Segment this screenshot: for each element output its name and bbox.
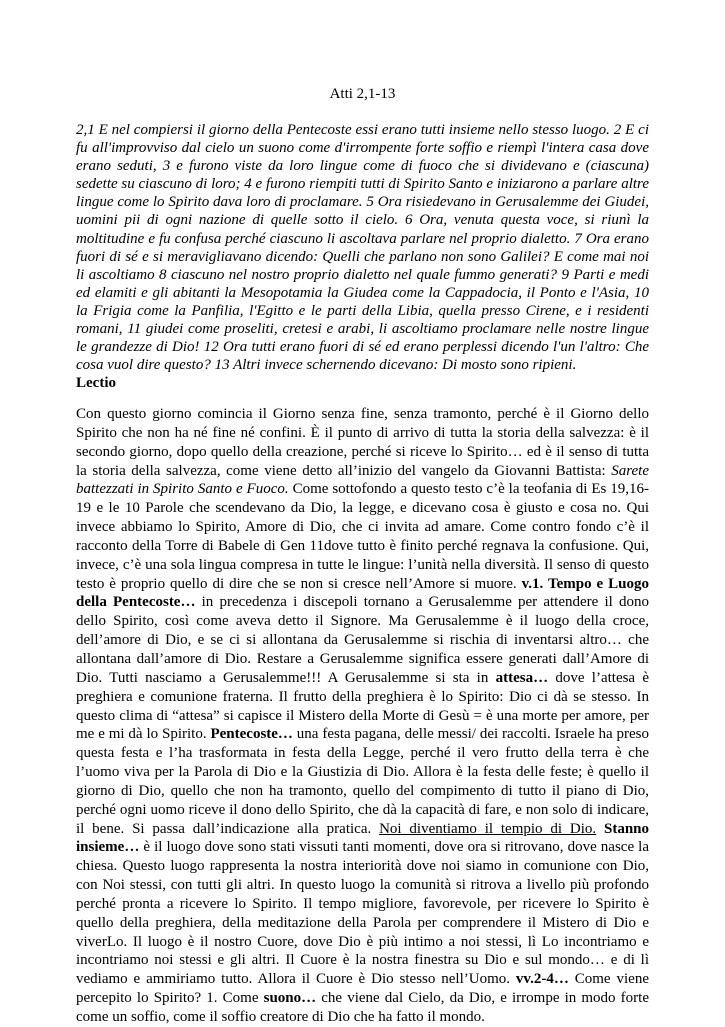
page-title: Atti 2,1-13 [329, 86, 396, 102]
lectio-section-marker: vv.2-4… [515, 971, 569, 988]
lectio-text: è il luogo dove sono stati vissuti tanti momenti, dove ora si ritrovano, dove nasce la chiesa. Questo luogo rappresenta la nostra interiorità dove noi siamo in comunione con Dio, con Noi stessi, con tutti gli altri. In questo luogo la comunità si ritrova a livello più profondo perché pronta a ricevere lo Spirito. Il tempo migliore, favorevole, per ricevere lo Spirito è quello della preghiera, della meditazione della Parola per comprendere il Mistero di Dio e viverLo. Il luogo è il nostro Cuore, dove Dio è più intimo a noi stessi, lì Lo incontriamo e incontriamo noi stessi e gli altri. Il Cuore è la nostra finestra su Dio e sul mondo… e di lì vediamo e ammiriamo tutto. Allora il Cuore è Dio stesso nell’Uomo. [76, 839, 649, 988]
lectio-keyword: Pentecoste… [210, 726, 293, 743]
lectio-text: Come sottofondo a questo testo c’è la teofania di Es 19,16-19 e le 10 Parole che scendevano da Dio, la legge, e dicevano cosa è giusto e cosa no. Qui invece abbiamo lo Spirito, Amore di Dio, che ci invita ad amare. Come contro fondo c’è il racconto della Torre di Babele di Gen 11dove tutto è finito perché regnava la confusione. Qui, invece, c’è una sola lingua compresa in tutte le lingue: l’unità nella diversità. Il senso di questo testo è proprio quello di dire che se non si cresce nell’Amore si muore. [76, 481, 650, 592]
lectio-text: dove l’attesa è preghiera e comunione fraterna. Il frutto della preghiera è lo Spirito: Dio ci dà se stesso. In questo clima di “attesa” si capisce il Mistero della Morte di Gesù = è una morte per amore, per me e mi dà lo Spirito. [76, 669, 650, 743]
lectio-text: in precedenza i discepoli tornano a Gerusalemme per attendere il dono dello Spirito, così come aveva detto il Signore. Ma Gerusalemme è il luogo della croce, dell’amore di Dio, e se ci si allontana da Gerusalemme si rischia di inventarsi altro… che allontana dall’amore di Dio. Restare a Gerusalemme significa essere generati dall’Amore di Dio. Tutti nasciamo a Gerusalemme!!! A Gerusalemme si sta in [76, 594, 649, 686]
scripture-reading: 2,1 E nel compiersi il giorno della Pentecoste essi erano tutti insieme nello stesso luogo. 2 E ci fu all'improvviso dal cielo un suono come d'irrompente forte soffio e riempì l'intera casa dove erano seduti, 3 e furono viste da loro lingue come di fuoco che si dividevano e (ciascuna) sedette su ciascuno di loro; 4 e furono riempiti tutti di Spirito Santo e iniziarono a parlare altre lingue come lo Spirito dava loro di proclamare. 5 Ora risiedevano in Gerusalemme dei Giudei, uomini pii di ogni nazione di quelle sotto il cielo. 6 Ora, venuta questa voce, si riunì la moltitudine e fu confusa perché ciascuno li ascoltava parlare nel proprio dialetto. 7 Ora erano fuori di sé e si meravigliavano dicendo: Quelli che parlano non sono Galilei? E come mai noi li ascoltiamo 8 ciascuno nel nostro proprio dialetto nel quale fummo generati? 9 Parti e medi ed elamiti e gli abitanti la Mesopotamia la Giudea come la Cappadocia, il Ponto e l'Asia, 10 la Frigia come la Panfilia, l'Egitto e le parti della Libia, quella presso Cirene, e i residenti romani, 11 giudei come proseliti, cretesi e arabi, li ascoltiamo proclamare nelle nostre lingue le grandezze di Dio! 12 Ora tutti erano fuori di sé ed erano perplessi dicendo l'un l'altro: Che cosa vuol dire questo? 13 Altri invece schernendo dicevano: Di mosto sono ripieni. [76, 122, 649, 374]
lectio-section-marker: v.1. Tempo e Luogo della Pentecoste… [76, 575, 650, 611]
lectio-text: che viene dal Cielo, da Dio, e irrompe in modo forte come un soffio, come il soffio creatore di Dio che ha fatto il mondo. [76, 990, 649, 1025]
lectio-keyword: Stanno insieme… [76, 820, 650, 856]
lectio-text: Come viene percepito lo Spirito? 1. Come [76, 971, 649, 1007]
lectio-text: Con questo giorno comincia il Giorno senza fine, senza tramonto, perché è il Giorno dello Spirito che non ha né fine né confini. È il punto di arrivo di tutta la storia della salvezza: è il secondo giorno, dopo quello della creazione, perché si riceve lo Spirito… ed è il senso di tutta la storia della salvezza, come viene detto all’inizio del vangelo da Giovanni Battista: [76, 406, 649, 479]
lectio-quote: Sarete battezzati in Spirito Santo e Fuoco. [76, 462, 649, 498]
lectio-keyword: suono… [263, 990, 317, 1007]
lectio-text [596, 821, 604, 837]
lectio-underlined: Noi diventiamo il tempio di Dio. [379, 820, 597, 837]
lectio-heading: Lectio [76, 375, 116, 391]
lectio-keyword: attesa… [495, 669, 549, 686]
lectio-body [76, 405, 649, 1027]
lectio-text: una festa pagana, delle messi/ dei raccolti. Israele ha preso questa festa e l’ha trasformata in festa della Legge, perché il vero frutto della terra è che l’uomo viva per la Parola di Dio e la Giustizia di Dio. Allora è la festa delle feste; è quello il giorno di Dio, quello che non ha tramonto, quello del compimento di tutto il piano di Dio, perché ogni uomo riceve il dono dello Spirito, che dà la capacità di fare, e non solo di indicare, il bene. Si passa dall’indicazione alla pratica. [76, 726, 650, 837]
